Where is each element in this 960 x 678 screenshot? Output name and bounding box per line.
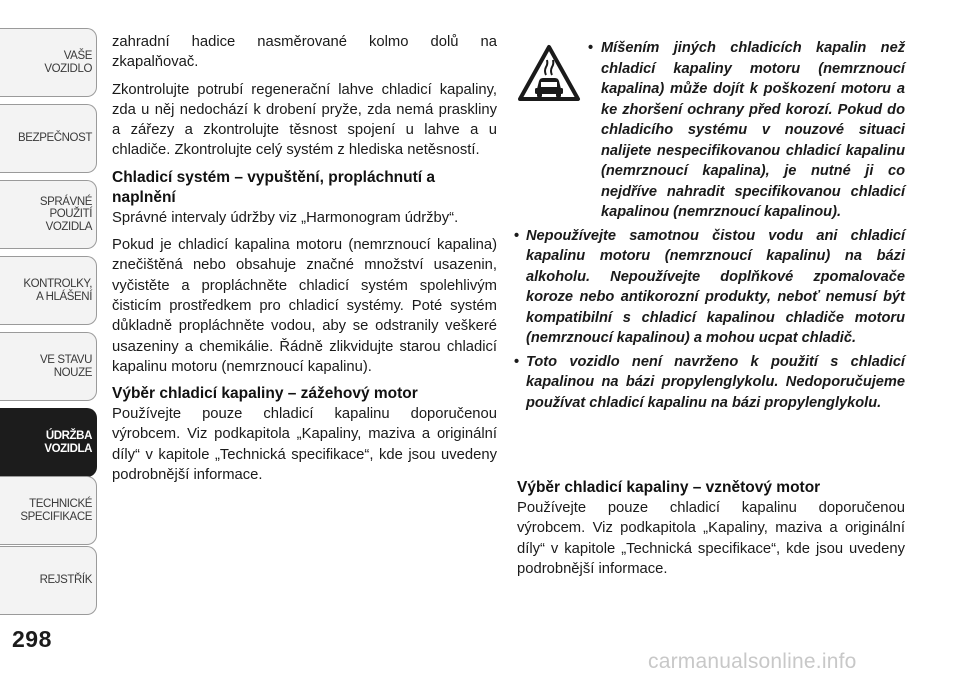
tab-label: VOZIDLA: [45, 220, 92, 233]
tab-label: POUŽITÍ: [49, 208, 92, 221]
tab-label: VE STAVU: [40, 354, 92, 366]
section-heading: Výběr chladicí kapaliny – zážehový motor: [112, 385, 418, 403]
paragraph: Pokud je chladicí kapalina motoru (nemrznoucí kapalina) znečištěná nebo obsahuje značné množství usazenin, vyčistěte a propláchněte chladicí systém spolehlivým čisticím prostředkem pro chladicí systémy. Poté systém důkladně propláchněte vodou, aby se odstranily veškeré usazeniny a chemikálie. Řádně zlikvidujte starou chladicí kapalinu motoru (nemrznoucí kapalinu).: [112, 237, 497, 375]
tab-ve-stavu-nouze[interactable]: [0, 332, 97, 401]
watermark: carmanualsonline.info: [648, 650, 857, 673]
tab-udrzba-vozidla[interactable]: [0, 408, 97, 477]
bullet-icon: •: [514, 353, 520, 370]
page-number: 298: [12, 626, 52, 652]
tab-label: VOZIDLO: [44, 62, 92, 75]
warning-item: [514, 226, 905, 349]
tab-label: SPECIFIKACE: [20, 510, 92, 523]
tab-label: KONTROLKY,: [23, 278, 92, 290]
tab-kontrolky-hlaseni[interactable]: [0, 256, 97, 325]
tab-bezpecnost[interactable]: [0, 104, 97, 173]
tab-label: A HLÁŠENÍ: [36, 290, 92, 303]
tab-spravne-pouziti-vozidla[interactable]: [0, 180, 97, 249]
bullet-icon: •: [514, 227, 520, 244]
section-heading: Výběr chladicí kapaliny – vznětový motor: [517, 479, 821, 496]
warning-triangle-car-icon: [517, 44, 581, 102]
warning-text: Toto vozidlo není navrženo k použití s chladicí kapalinou na bázi propylenglykolu. Nedoporučujeme používat chladicí kapalinu na bázi propylenglykolu.: [526, 353, 905, 411]
warning-text: Míšením jiných chladicích kapalin než chladicí kapaliny motoru (nemrznoucí kapalina) může dojít k poškození motoru a ke zhoršení ochrany před korozí. Pokud do chladicího systému v nouzové situaci nalijete nespecifikovanou chladicí kapalinu (nemrznoucí kapalina), je nutné ji co nejdříve nahradit specifikovanou chladicí kapalinou (nemrznoucí kapalinou).: [601, 40, 905, 220]
paragraph: Zkontrolujte potrubí regenerační lahve chladicí kapaliny, zda u něj nedochází k drobení pryže, zda nemá praskliny a zářezy a zkontrolujte těsnost spojení u lahve a u chladiče. Zkontrolujte celý systém z hlediska netěsností.: [112, 81, 497, 159]
paragraph: Používejte pouze chladicí kapalinu doporučenou výrobcem. Viz podkapitola „Kapaliny, maziva a originální díly“ v kapitole „Technická specifikace“, kde jsou uvedeny podrobnější informace.: [112, 406, 497, 484]
left-column: [112, 32, 497, 492]
paragraph: zahradní hadice nasměrované kolmo dolů na zkapalňovač.: [112, 34, 497, 71]
tab-label: SPRÁVNÉ: [39, 195, 92, 208]
tab-label: REJSTŘÍK: [39, 574, 92, 587]
paragraph: Používejte pouze chladicí kapalinu doporučenou výrobcem. Viz podkapitola „Kapaliny, maziva a originální díly“ v kapitole „Technická specifikace“, kde jsou uvedeny podrobnější informace.: [517, 500, 905, 577]
tab-label: VOZIDLA: [44, 442, 92, 455]
tab-label: NOUZE: [53, 366, 92, 379]
warning-item: [514, 352, 905, 414]
warning-item: [588, 38, 905, 223]
tab-label: BEZPEČNOST: [18, 132, 92, 145]
tab-label: VAŠE: [63, 50, 92, 62]
tab-vase-vozidlo[interactable]: [0, 28, 97, 97]
warning-block: [514, 38, 905, 414]
tab-label: ÚDRŽBA: [45, 430, 92, 442]
tab-rejstrik[interactable]: [0, 546, 97, 615]
right-column: [517, 476, 905, 586]
tab-label: TECHNICKÉ: [29, 498, 92, 510]
tab-technicke-specifikace[interactable]: [0, 476, 97, 545]
bullet-icon: •: [588, 40, 594, 56]
paragraph: Správné intervaly údržby viz „Harmonogram údržby“.: [112, 209, 459, 226]
section-heading: Chladicí systém – vypuštění, propláchnutí a naplnění: [112, 168, 436, 206]
warning-text: Nepoužívejte samotnou čistou vodu ani chladicí kapalinu motoru (nemrznoucí kapalinu) na bázi alkoholu. Nepoužívejte doplňkové zpomalovače koroze nebo antikorozní produkty, neboť nemusí být kompatibilní s chladicí kapalinou chladiče motoru (nemrznoucí kapalinou) a mohou ucpat chladič.: [526, 227, 905, 346]
